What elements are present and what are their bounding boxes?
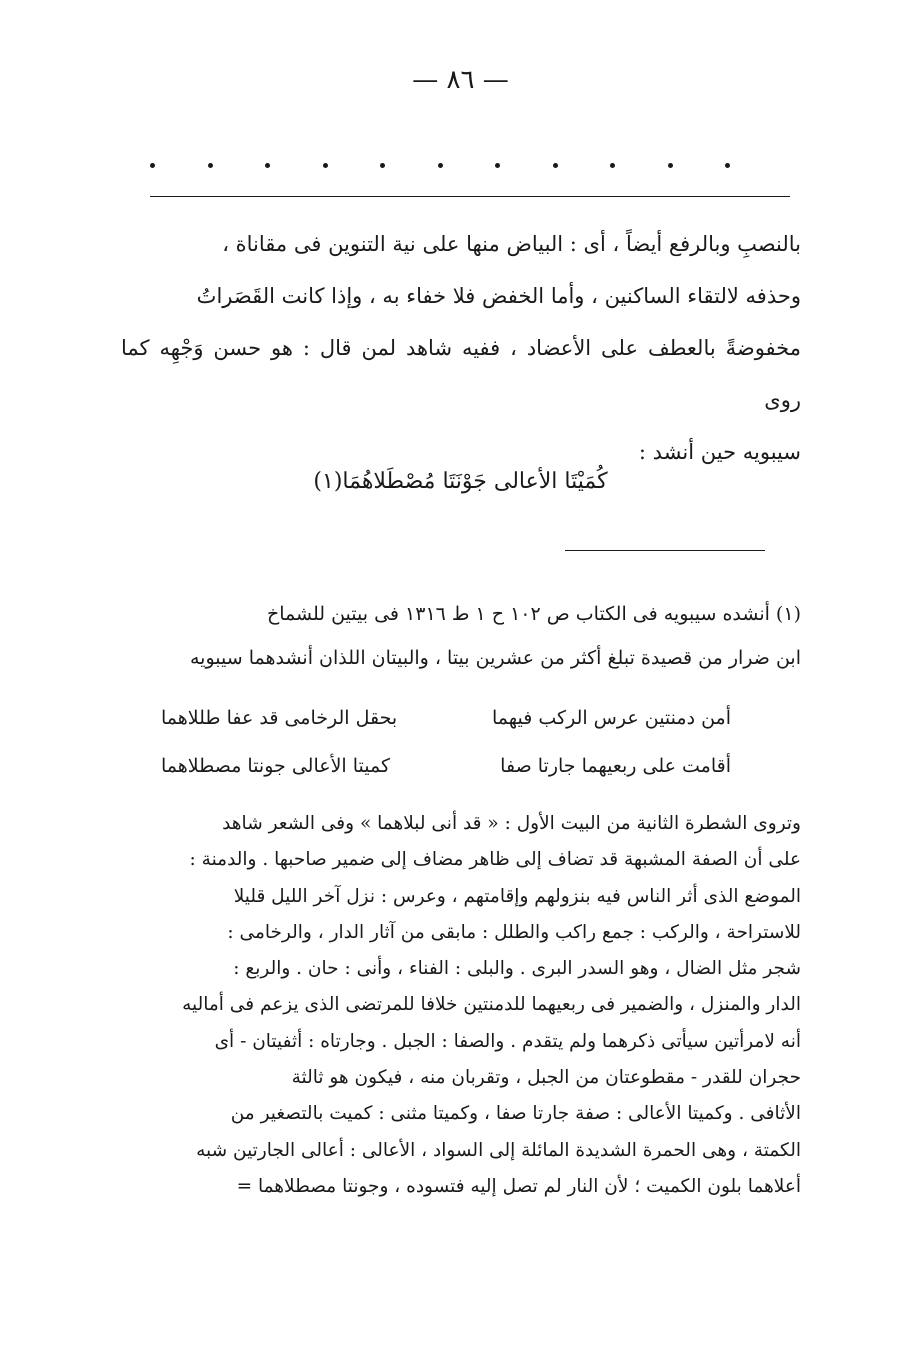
ornament-dot — [495, 163, 500, 168]
ornament-dot — [553, 163, 558, 168]
commentary-line: شجر مثل الضال ، وهو السدر البرى . والبلى : الفناء ، وأنى : حان . والربع : — [233, 958, 801, 980]
commentary-line: الأثافى . وكميتا الأعالى : صفة جارتا صفا ، وكميتا مثنى : كميت بالتصغير من — [230, 1103, 801, 1125]
commentary-line: حجران للقدر - مقطوعتان من الجبل ، وتقربان منه ، فيكون هو ثالثة — [291, 1067, 801, 1089]
ornament-dot — [323, 163, 328, 168]
ornament-dot — [265, 163, 270, 168]
first-hemistich: أقامت على ربعيهما جارتا صفا — [500, 755, 731, 777]
commentary-line: أنه لامرأتين سيأتى ذكرهما ولم يتقدم . والصفا : الجبل . وجارتاه : أثفيتان - أى — [214, 1030, 801, 1052]
commentary-line: الموضع الذى أثر الناس فيه بنزولهم وإقامتهم ، وعرس : نزل آخر الليل قليلا — [233, 885, 801, 907]
ornament-dot — [725, 163, 730, 168]
second-hemistich: بحقل الرخامى قد عفا طللاهما — [161, 707, 398, 729]
commentary-line: وتروى الشطرة الثانية من البيت الأول : « قد أنى لبلاهما » وفى الشعر شاهد — [222, 813, 801, 834]
commentary — [121, 806, 801, 1205]
commentary-line: الدار والمنزل ، والضمير فى ربعيهما للدمنتين خلافا للمرتضى الذى يزعم فى أماليه — [182, 994, 801, 1016]
main-text-line: سيبويه حين أنشد : — [638, 440, 801, 464]
couplet — [161, 742, 731, 790]
commentary-line: للاستراحة ، والركب : جمع راكب والطلل : مابقى من آثار الدار ، والرخامى : — [227, 921, 801, 943]
poem-couplets — [161, 694, 731, 790]
ornament-dot — [150, 163, 155, 168]
main-text-line: وحذفه لالتقاء الساكنين ، وأما الخفض فلا خفاء به ، وإذا كانت القَصَراتُ — [196, 284, 801, 308]
main-text — [121, 218, 801, 478]
footnote — [121, 592, 801, 680]
verse-line: كُمَيْتَا الأعالى جَوْنَتَا مُصْطَلاهُمَا(١) — [313, 469, 608, 494]
ornament-dot — [208, 163, 213, 168]
ornament-dots — [150, 150, 730, 180]
footnote-divider — [565, 550, 765, 551]
second-hemistich: كميتا الأعالى جونتا مصطلاهما — [161, 755, 391, 777]
ornament-dot — [668, 163, 673, 168]
commentary-line: الكمتة ، وهى الحمرة الشديدة المائلة إلى السواد ، الأعالى : أعالى الجارتين شبه — [196, 1139, 801, 1161]
first-hemistich: أمن دمنتين عرس الركب فيهما — [492, 707, 731, 729]
couplet — [161, 694, 731, 742]
ornament-dot — [380, 163, 385, 168]
page-number: — ٨٦ — — [412, 65, 509, 95]
ornament-dot — [438, 163, 443, 168]
top-divider — [150, 196, 790, 197]
commentary-line: أعلاهما بلون الكميت ؛ لأن النار لم تصل إليه فتسوده ، وجونتا مصطلاهما = — [236, 1175, 801, 1197]
footnote-line: (١) أنشده سيبويه فى الكتاب ص ١٠٢ ح ١ ط ١٣١٦ فى بيتين للشماخ — [266, 603, 801, 625]
ornament-dot — [610, 163, 615, 168]
main-text-line: مخفوضةً بالعطف على الأعضاد ، ففيه شاهد لمن قال : هو حسن وَجْهِه كما روى — [121, 336, 801, 412]
commentary-line: على أن الصفة المشبهة قد تضاف إلى ظاهر مضاف إلى ضمير صاحبها . والدمنة : — [189, 849, 801, 871]
main-text-line: بالنصبِ وبالرفع أيضاً ، أى : البياض منها على نية التنوين فى مقاناة ، — [222, 232, 801, 256]
footnote-line: ابن ضرار من قصيدة تبلغ أكثر من عشرين بيتا ، والبيتان اللذان أنشدهما سيبويه — [190, 647, 801, 669]
